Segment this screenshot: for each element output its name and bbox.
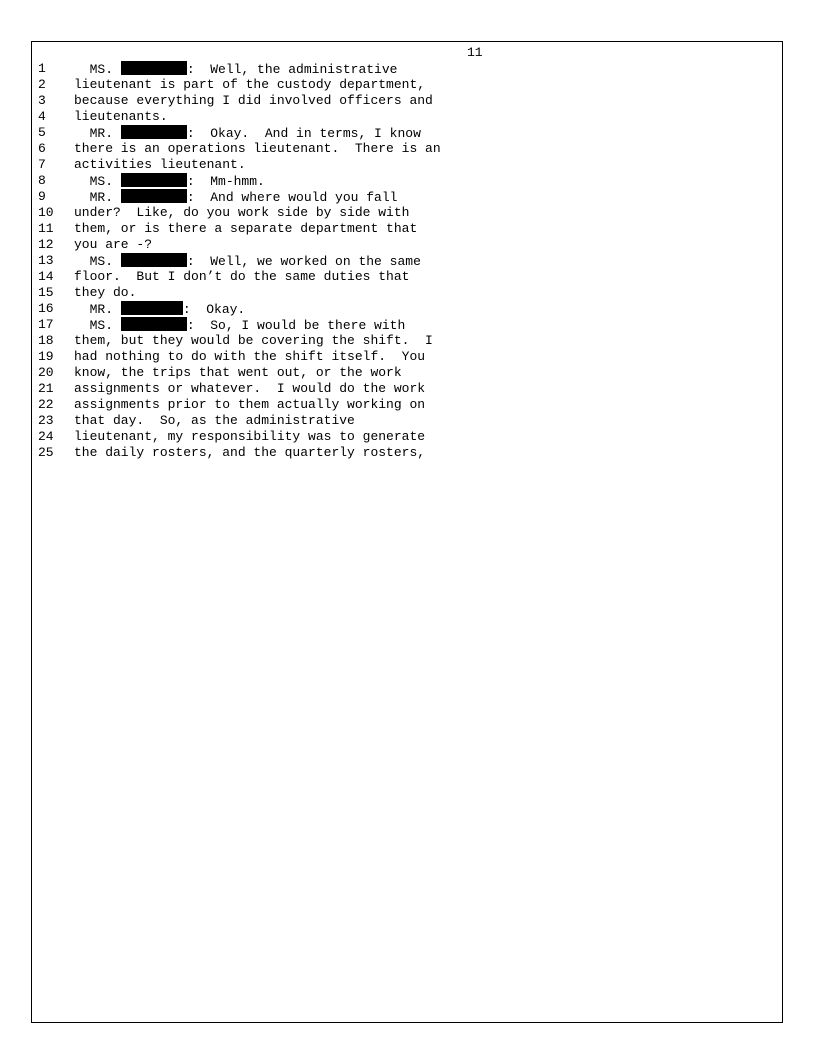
transcript-line <box>38 365 441 381</box>
line-number: 13 <box>38 253 54 268</box>
line-text <box>74 253 421 269</box>
line-segment: they do. <box>74 285 137 300</box>
line-text <box>74 413 355 429</box>
line-segment: had nothing to do with the shift itself. You <box>74 349 426 364</box>
line-number: 18 <box>38 333 54 348</box>
line-text <box>74 125 421 141</box>
line-segment: MS. <box>89 254 121 269</box>
line-segment: assignments prior to them actually working on <box>74 397 426 412</box>
redacted-name <box>121 173 187 187</box>
redacted-name <box>121 317 187 331</box>
line-number: 21 <box>38 381 54 396</box>
line-number: 11 <box>38 221 54 236</box>
transcript-line <box>38 189 441 205</box>
line-text <box>74 301 245 317</box>
line-number: 10 <box>38 205 54 220</box>
line-text <box>74 93 433 109</box>
line-number: 14 <box>38 269 54 284</box>
transcript-line <box>38 349 441 365</box>
transcript-line <box>38 301 441 317</box>
line-number: 12 <box>38 237 54 252</box>
transcript-line <box>38 93 441 109</box>
line-text <box>74 109 168 125</box>
redacted-name <box>121 189 187 203</box>
line-number: 19 <box>38 349 54 364</box>
line-number: 6 <box>38 141 46 156</box>
line-text <box>74 157 246 173</box>
line-segment: : Well, we worked on the same <box>186 254 421 269</box>
line-text <box>74 189 397 205</box>
transcript-line <box>38 429 441 445</box>
page-number: 11 <box>467 45 483 60</box>
line-segment: MR. <box>89 126 121 141</box>
line-segment: because everything I did involved officers and <box>74 93 433 108</box>
transcript-line <box>38 397 441 413</box>
line-segment: you are -? <box>74 237 153 252</box>
transcript-line <box>38 125 441 141</box>
transcript-line <box>38 109 441 125</box>
line-number: 25 <box>38 445 54 460</box>
redacted-name <box>121 61 187 75</box>
line-segment: MR. <box>89 190 121 205</box>
line-number: 23 <box>38 413 54 428</box>
line-text <box>74 445 425 461</box>
line-number: 5 <box>38 125 46 140</box>
line-text <box>74 221 417 237</box>
line-segment: there is an operations lieutenant. There is an <box>74 141 441 156</box>
line-number: 22 <box>38 397 54 412</box>
line-segment: under? Like, do you work side by side with <box>74 205 410 220</box>
line-text <box>74 365 402 381</box>
line-text <box>74 285 136 301</box>
transcript-line <box>38 317 441 333</box>
transcript-line <box>38 221 441 237</box>
line-text <box>74 61 397 77</box>
line-number: 2 <box>38 77 46 92</box>
line-text <box>74 205 409 221</box>
transcript-line <box>38 237 441 253</box>
transcript-line <box>38 445 441 461</box>
redacted-name <box>121 301 183 315</box>
line-segment: MS. <box>89 62 121 77</box>
line-text <box>74 173 265 189</box>
line-segment: lieutenant, my responsibility was to generate <box>74 429 426 444</box>
transcript-line <box>38 173 441 189</box>
transcript-line <box>38 333 441 349</box>
line-segment: : Okay. <box>182 302 246 317</box>
line-segment: MS. <box>89 174 121 189</box>
line-segment: them, but they would be covering the shift. I <box>74 333 433 348</box>
line-number: 8 <box>38 173 46 188</box>
line-text <box>74 429 425 445</box>
line-segment: : Okay. And in terms, I know <box>186 126 421 141</box>
line-text <box>74 269 409 285</box>
line-segment: : Well, the administrative <box>186 62 398 77</box>
line-segment: MR. <box>89 302 121 317</box>
redacted-name <box>121 253 187 267</box>
redacted-name <box>121 125 187 139</box>
line-number: 16 <box>38 301 54 316</box>
line-text <box>74 237 152 253</box>
line-segment: them, or is there a separate department that <box>74 221 418 236</box>
transcript-line <box>38 285 441 301</box>
line-text <box>74 349 425 365</box>
transcript-line <box>38 77 441 93</box>
line-segment: : And where would you fall <box>186 190 398 205</box>
line-number: 3 <box>38 93 46 108</box>
transcript-line <box>38 157 441 173</box>
line-number: 1 <box>38 61 46 76</box>
transcript-line <box>38 141 441 157</box>
line-segment: assignments or whatever. I would do the work <box>74 381 426 396</box>
line-text <box>74 317 405 333</box>
line-text <box>74 77 425 93</box>
line-number: 20 <box>38 365 54 380</box>
line-number: 4 <box>38 109 46 124</box>
transcript-line <box>38 413 441 429</box>
line-segment: floor. But I don’t do the same duties that <box>74 269 410 284</box>
line-number: 24 <box>38 429 54 444</box>
transcript-line <box>38 269 441 285</box>
transcript-line <box>38 253 441 269</box>
line-number: 15 <box>38 285 54 300</box>
line-number: 9 <box>38 189 46 204</box>
transcript-body <box>38 61 441 461</box>
transcript-line <box>38 381 441 397</box>
line-segment: : Mm-hmm. <box>186 174 265 189</box>
line-text <box>74 397 425 413</box>
line-segment: : So, I would be there with <box>186 318 406 333</box>
line-segment: MS. <box>89 318 121 333</box>
line-segment: lieutenant is part of the custody department, <box>74 77 426 92</box>
line-segment: know, the trips that went out, or the work <box>74 365 402 380</box>
line-segment: activities lieutenant. <box>74 157 246 172</box>
line-text <box>74 381 425 397</box>
line-segment: that day. So, as the administrative <box>74 413 355 428</box>
line-number: 7 <box>38 157 46 172</box>
line-text <box>74 333 433 349</box>
line-segment: the daily rosters, and the quarterly rosters, <box>74 445 426 460</box>
line-number: 17 <box>38 317 54 332</box>
transcript-line <box>38 61 441 77</box>
transcript-line <box>38 205 441 221</box>
line-text <box>74 141 441 157</box>
line-segment: lieutenants. <box>74 109 168 124</box>
